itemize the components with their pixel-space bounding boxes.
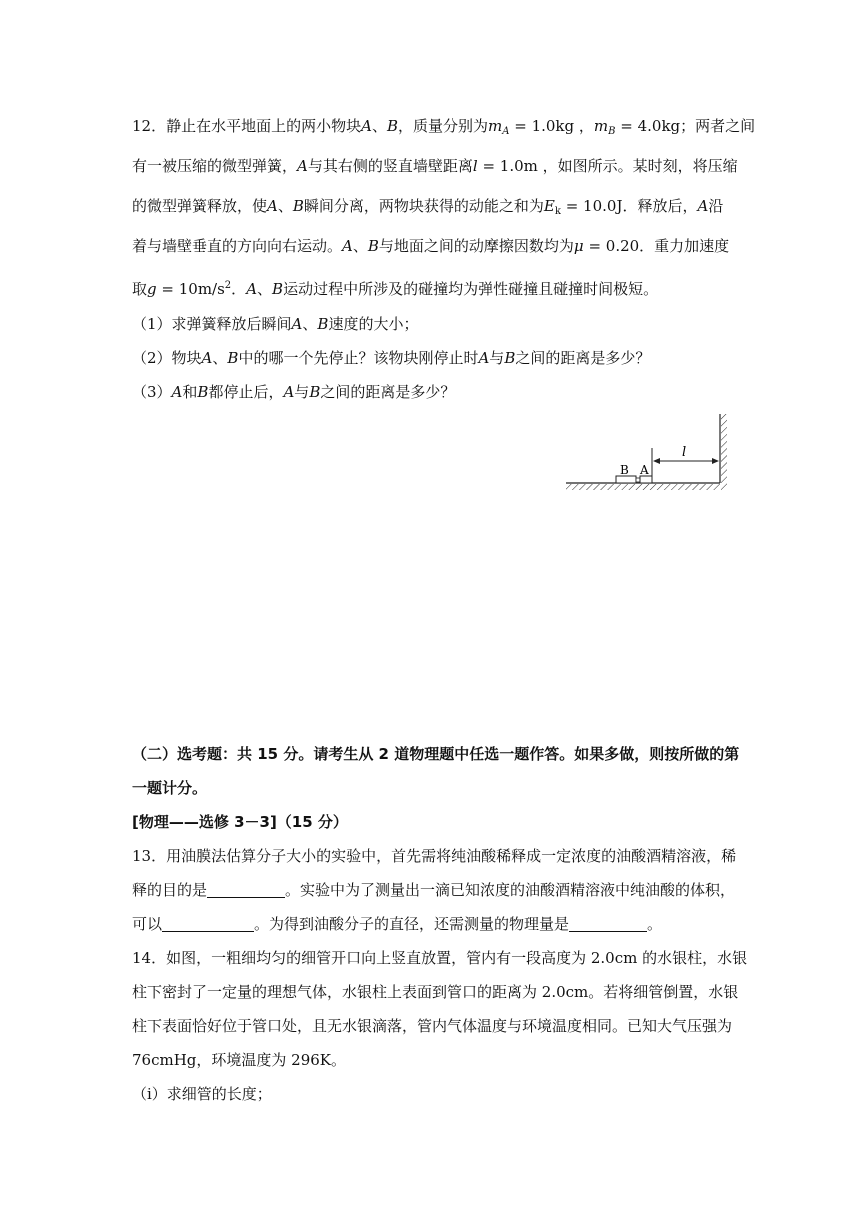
text: 与地面之间的动摩擦因数均为 — [378, 237, 574, 255]
var-m: m — [488, 117, 503, 135]
text: = 1.0m ，如图所示。某时刻，将压缩 — [477, 157, 738, 175]
text: ，质量分别为 — [397, 117, 488, 135]
q12-part-3 — [132, 382, 732, 402]
var-a: A — [291, 315, 303, 333]
text: 、 — [302, 315, 318, 333]
wall-hatch — [721, 414, 727, 490]
q14-line-1: 14．如图，一粗细均匀的细管开口向上竖直放置，管内有一段高度为 2.0cm 的水银柱，水银 — [132, 949, 748, 967]
answer-blank-1[interactable] — [207, 881, 285, 898]
var-b: B — [227, 349, 239, 367]
text: 、 — [277, 197, 293, 215]
text: 瞬间分离，两物块获得的动能之和为 — [303, 197, 544, 215]
var-b: B — [317, 315, 329, 333]
text: = 10m/s — [156, 280, 225, 298]
text: 有一被压缩的微型弹簧， — [132, 157, 298, 175]
block-b — [616, 476, 636, 483]
elective-heading: [物理——选修 3－3]（15 分） — [132, 813, 348, 831]
var-a: A — [297, 157, 308, 175]
text: = 4.0kg；两者之间 — [615, 117, 756, 135]
arrow-head-right — [712, 458, 719, 464]
text: （3） — [132, 383, 172, 401]
text: 与 — [489, 349, 505, 367]
answer-blank-2[interactable] — [162, 915, 254, 932]
var-a: A — [361, 117, 372, 135]
text: 、 — [212, 349, 228, 367]
text: 沿 — [708, 197, 724, 215]
text: 、 — [352, 237, 368, 255]
var-b: B — [309, 383, 321, 401]
text: 之间的距离是多少？ — [320, 383, 456, 401]
q14-line-4: 76cmHg，环境温度为 296K。 — [132, 1051, 346, 1069]
q12-line-4 — [132, 236, 732, 256]
q12-part-2 — [132, 348, 732, 368]
text: 。实验中为了测量出一滴已知浓度的油酸酒精溶液中纯油酸的体积， — [285, 881, 736, 899]
text: 。 — [647, 915, 663, 933]
q12-line-5 — [132, 276, 732, 299]
subscript: k — [554, 206, 561, 217]
var-g: g — [147, 280, 157, 298]
text: = 1.0kg ， — [509, 117, 594, 135]
text: 与 — [294, 383, 310, 401]
section-heading-line-2: 一题计分。 — [132, 779, 208, 797]
var-mu: μ — [573, 237, 584, 255]
text: 与其右侧的竖直墙壁距离 — [307, 157, 473, 175]
label-l: l — [682, 445, 687, 460]
q13-line-1: 13．用油膜法估算分子大小的实验中，首先需将纯油酸稀释成一定浓度的油酸酒精溶液，稀 — [132, 847, 737, 865]
label-a: A — [640, 463, 649, 477]
subscript: B — [608, 126, 616, 137]
block-a — [640, 476, 652, 483]
blocks-wall-figure — [560, 410, 742, 500]
text: （2）物块 — [132, 349, 202, 367]
text: 速度的大小； — [328, 315, 419, 333]
text: 、 — [371, 117, 387, 135]
q12-part-1 — [132, 314, 732, 334]
text: 运动过程中所涉及的碰撞均为弹性碰撞且碰撞时间极短。 — [283, 280, 659, 298]
var-l: l — [472, 157, 478, 175]
var-m: m — [593, 117, 609, 135]
var-a: A — [697, 197, 709, 215]
answer-blank-3[interactable] — [569, 915, 647, 932]
var-a: A — [201, 349, 213, 367]
var-a: A — [283, 383, 295, 401]
var-b: B — [504, 349, 516, 367]
text: 可以 — [132, 915, 163, 933]
text: 都停止后， — [208, 383, 284, 401]
var-e: E — [543, 197, 555, 215]
subscript: A — [502, 126, 510, 137]
var-b: B — [386, 117, 398, 135]
var-a: A — [171, 383, 183, 401]
q14-part-1: （i）求细管的长度； — [132, 1085, 272, 1103]
var-a: A — [342, 237, 353, 255]
var-b: B — [367, 237, 379, 255]
var-b: B — [272, 280, 284, 298]
label-b: B — [620, 463, 629, 477]
var-a: A — [246, 280, 258, 298]
q14-line-2: 柱下密封了一定量的理想气体，水银柱上表面到管口的距离为 2.0cm。若将细管倒置，水银 — [132, 983, 739, 1001]
text: 。为得到油酸分子的直径，还需测量的物理量是 — [254, 915, 570, 933]
text: 的微型弹簧释放，使 — [132, 197, 268, 215]
q13-line-2 — [132, 880, 736, 900]
q12-line-1 — [132, 116, 756, 142]
q12-line-2 — [132, 156, 738, 176]
text: 取 — [132, 280, 148, 298]
text: = 10.0J．释放后， — [560, 197, 698, 215]
text: 中的哪一个先停止？该物块刚停止时 — [238, 349, 479, 367]
text: 和 — [182, 383, 198, 401]
q14-line-3: 柱下表面恰好位于管口处，且无水银滴落，管内气体温度与环境温度相同。已知大气压强为 — [132, 1017, 733, 1035]
text: 之间的距离是多少？ — [515, 349, 651, 367]
text: = 0.20．重力加速度 — [583, 237, 730, 255]
text: 12．静止在水平地面上的两小物块 — [132, 117, 362, 135]
section-heading-line-1: （二）选考题：共 15 分。请考生从 2 道物理题中任选一题作答。如果多做，则按所做的第 — [132, 745, 740, 763]
text: （1）求弹簧释放后瞬间 — [132, 315, 292, 333]
text: ． — [231, 280, 247, 298]
ground-hatch — [566, 484, 720, 490]
superscript: 2 — [224, 280, 232, 291]
text: 释的目的是 — [132, 881, 208, 899]
q12-line-3 — [132, 196, 732, 222]
var-b: B — [292, 197, 304, 215]
text: 着与墙壁垂直的方向向右运动。 — [132, 237, 343, 255]
var-b: B — [197, 383, 209, 401]
var-a: A — [267, 197, 278, 215]
q13-line-3 — [132, 914, 732, 934]
spring — [636, 478, 640, 482]
var-a: A — [478, 349, 490, 367]
text: 、 — [257, 280, 273, 298]
arrow-head-left — [653, 458, 660, 464]
